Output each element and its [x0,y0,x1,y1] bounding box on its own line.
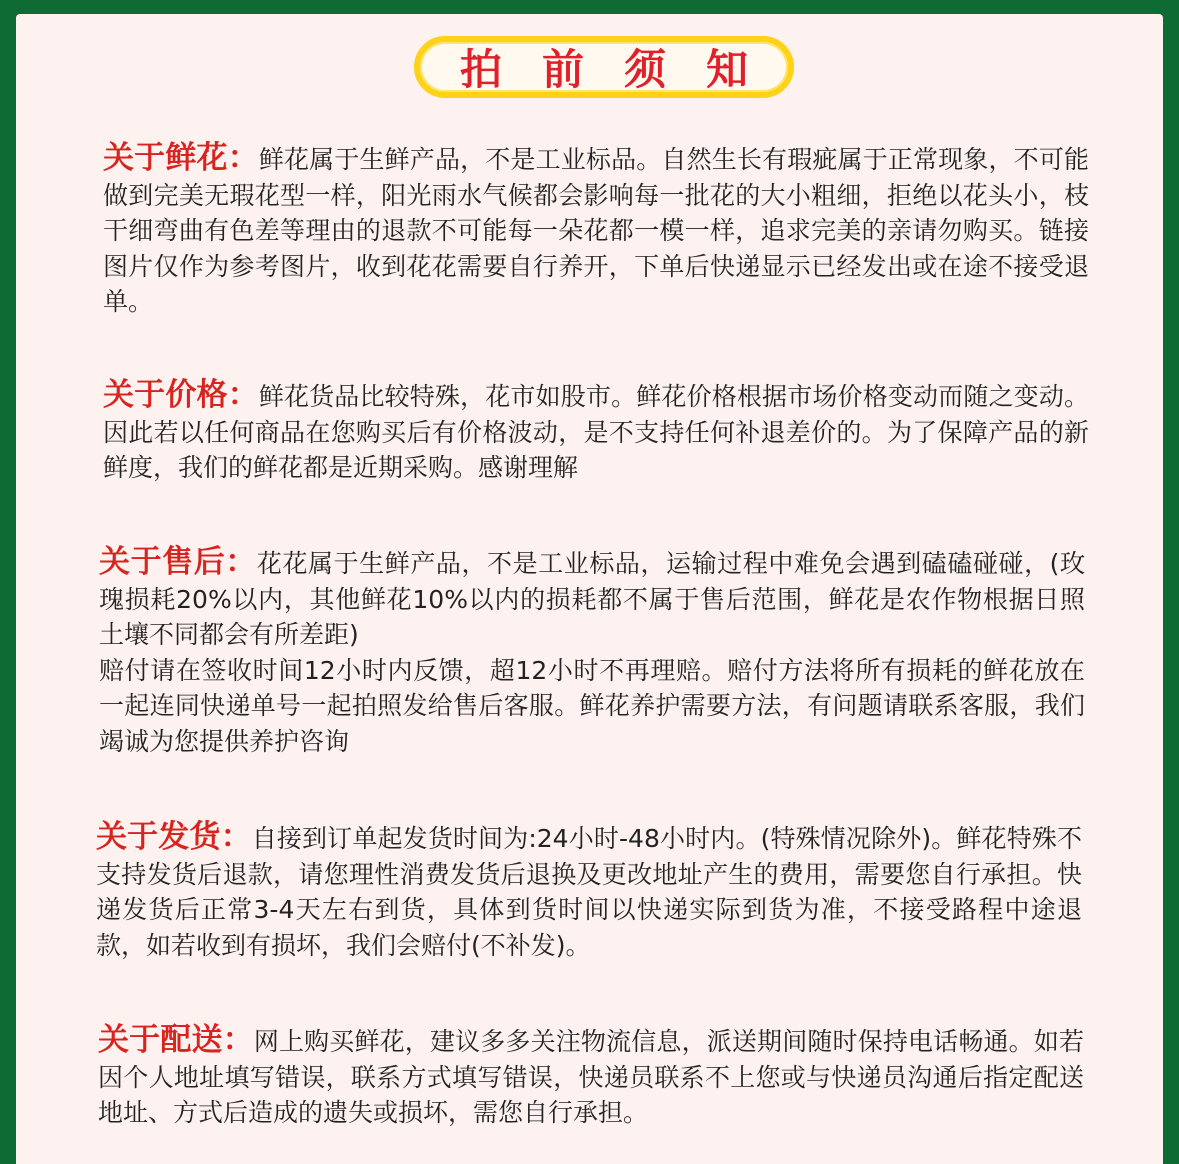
page-title: 拍前须知 [459,45,788,94]
section-label: 关于配送： [98,1022,254,1058]
section-shipping [96,820,1082,963]
section-text: 鲜花属于生鲜产品，不是工业标品。自然生长有瑕疵属于正常现象，不可能做到完美无瑕花型一样，阳光雨水气候都会影响每一批花的大小粗细，拒绝以花头小，枝干细弯曲有色差等理由的退款不可能每一朵花都一模一样，追求完美的亲请勿购买。链接图片仅作为参考图片，收到花花需要自行养开，下单后快递显示已经发出或在途不接受退单。 [103,145,1089,316]
section-price [103,378,1089,486]
section-label: 关于价格： [103,377,259,413]
section-label: 关于售后： [99,544,257,580]
section-text: 花花属于生鲜产品，不是工业标品，运输过程中难免会遇到磕磕碰碰，(玫瑰损耗20%以内，其他鲜花10%以内的损耗都不属于售后范围，鲜花是农作物根据日照土壤不同都会有所差距) [99,549,1085,649]
section-label: 关于发货： [96,819,252,855]
section-after-sales [99,545,1085,759]
section-delivery [98,1023,1084,1131]
title-banner [414,36,794,98]
section-text: 鲜花货品比较特殊，花市如股市。鲜花价格根据市场价格变动而随之变动。因此若以任何商品在您购买后有价格波动，是不支持任何补退差价的。为了保障产品的新鲜度，我们的鲜花都是近期采购。感谢理解 [103,382,1089,482]
section-text: 网上购买鲜花，建议多多关注物流信息，派送期间随时保持电话畅通。如若因个人地址填写错误，联系方式填写错误，快递员联系不上您或与快递员沟通后指定配送地址、方式后造成的遗失或损坏，需您自行承担。 [98,1027,1084,1127]
section-flowers [103,141,1089,320]
section-extra-text: 赔付请在签收时间12小时内反馈，超12小时不再理赔。赔付方法将所有损耗的鲜花放在一起连同快递单号一起拍照发给售后客服。鲜花养护需要方法，有问题请联系客服，我们竭诚为您提供养护咨询 [99,655,1085,756]
section-label: 关于鲜花： [103,140,259,176]
section-text: 自接到订单起发货时间为:24小时-48小时内。(特殊情况除外)。鲜花特殊不支持发货后退款，请您理性消费发货后退换及更改地址产生的费用，需要您自行承担。快递发货后正常3-4天左右到货，具体到货时间以快递实际到货为准，不接受路程中途退款，如若收到有损坏，我们会赔付(不补发)。 [96,824,1082,960]
